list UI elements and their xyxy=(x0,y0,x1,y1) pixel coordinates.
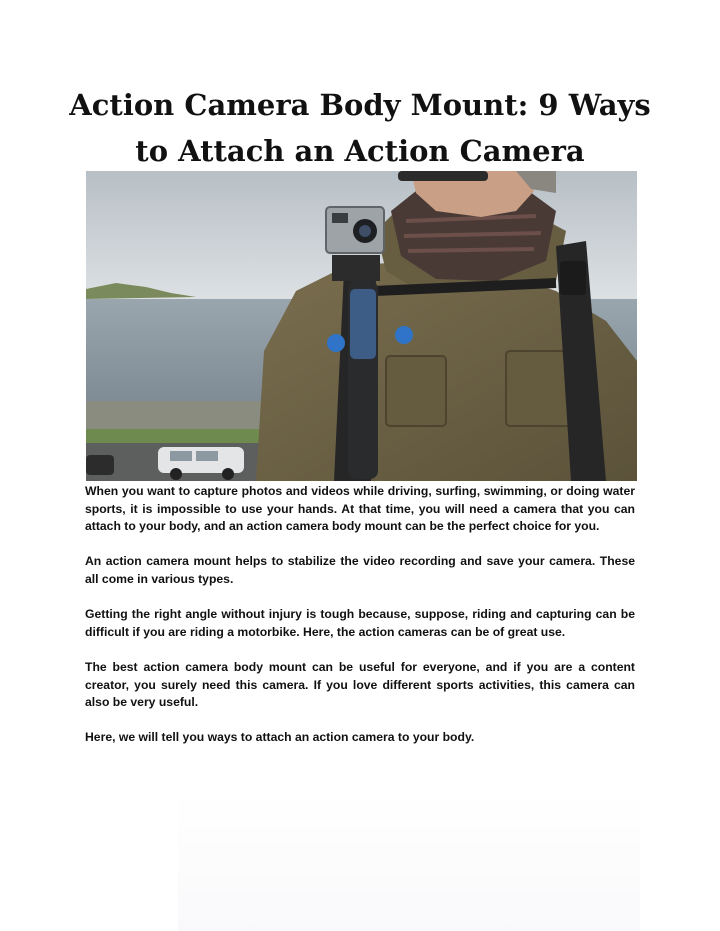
paragraph-content-creator: The best action camera body mount can be useful for everyone, and if you are a content creator, you surely need this camera. If you love different sports activities, this camera can also be very useful. xyxy=(85,659,635,710)
strap-buckle xyxy=(560,261,586,295)
page-title: Action Camera Body Mount: 9 Ways to Attach an Action Camera xyxy=(69,88,651,168)
paragraph-stabilize: An action camera mount helps to stabilize the video recording and save your camera. These all come in various types. xyxy=(85,554,635,586)
hero-photo xyxy=(86,171,637,481)
paragraph-intro: When you want to capture photos and videos while driving, surfing, swimming, or doing water sports, it is impossible to use your hands. At that time, you will need a camera that you can attach to your body, and an action camera body mount can be the perfect choice for you. xyxy=(85,484,635,534)
mount-clamp xyxy=(350,289,376,359)
dark-car xyxy=(86,455,114,475)
paragraph-angle: Getting the right angle without injury is tough because, suppose, riding and capturing can be difficult if you are riding a motorbike. Here, the action cameras can be of great use. xyxy=(85,607,635,639)
paragraph-ways: Here, we will tell you ways to attach an action camera to your body. xyxy=(85,730,475,745)
hero-photo-illustration xyxy=(86,171,637,481)
mount-knob-left xyxy=(327,334,345,352)
background-shade xyxy=(178,790,640,931)
article-body xyxy=(85,483,635,765)
mount-knob-right xyxy=(395,326,413,344)
action-camera xyxy=(326,207,384,253)
mount-arm xyxy=(332,255,380,281)
sunglasses xyxy=(398,171,488,181)
